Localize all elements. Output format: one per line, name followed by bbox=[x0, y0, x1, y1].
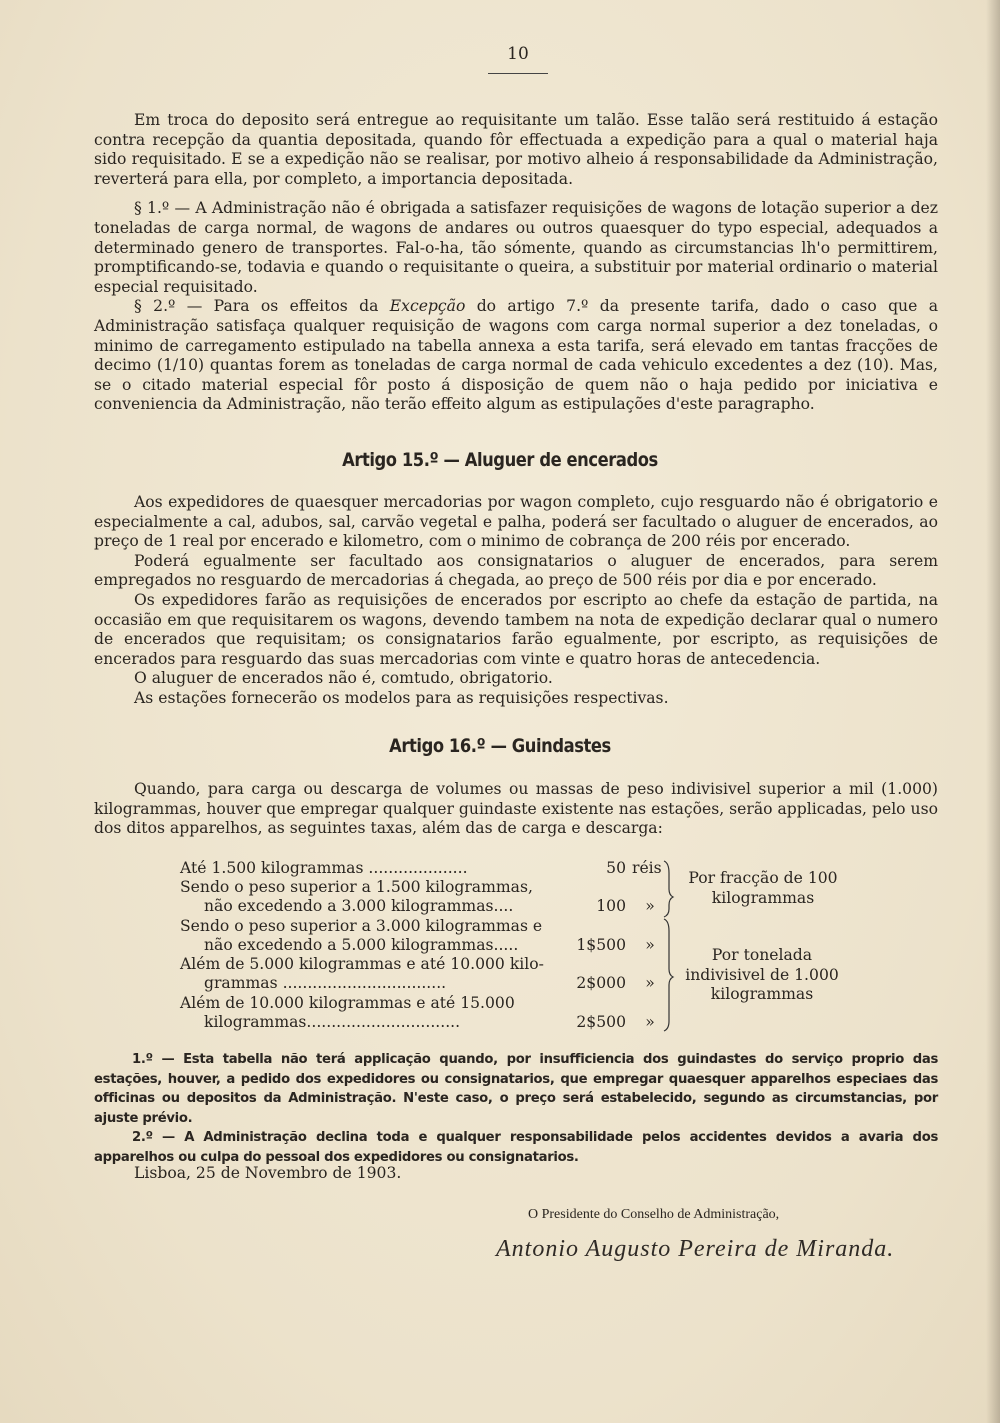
artigo-15-paragraph-2: Poderá egualmente ser facultado aos consignatarios o aluguer de encerados, para serem empregados no resguardo de mercadorias á chegada, ao preço de 500 réis por dia e por encerado. bbox=[94, 551, 938, 590]
table-row-4-label-a: Além de 5.000 kilogrammas e até 10.000 kilo- bbox=[180, 955, 544, 973]
table-row-5-label-a: Além de 10.000 kilogrammas e até 15.000 bbox=[180, 994, 515, 1012]
page-number-rule bbox=[488, 73, 548, 74]
brace-text-tonelada: Por tonelada indivisivel de 1.000 kilogrammas bbox=[685, 946, 839, 1004]
page-edge-shadow bbox=[986, 0, 1000, 1423]
table-row-1-unit: réis bbox=[632, 859, 662, 877]
artigo-15-section bbox=[94, 493, 938, 709]
table-row-3-value: 1$500 bbox=[576, 936, 626, 954]
table-row-2-label-a: Sendo o peso superior a 1.500 kilogrammas, bbox=[180, 878, 533, 896]
table-row-3-label-b: não excedendo a 5.000 kilogrammas..... bbox=[204, 936, 519, 954]
artigo-15-paragraph-5: As estações fornecerão os modelos para as requisições respectivas. bbox=[134, 688, 669, 707]
note-1: 1.º — Esta tabella não terá applicação quando, por insufficiencia dos guindastes do serviço proprio das estações, houver, a pedido dos expedidores ou consignatarios, que empregar quaesquer apparelhos especiaes das officinas ou depositos da Administração. N'este caso, o preço será estabelecido, segundo as circumstancias, por ajuste prévio. bbox=[94, 1052, 938, 1126]
paragraph-section-2 bbox=[94, 297, 938, 415]
intro-section bbox=[94, 111, 938, 415]
artigo-16-section bbox=[94, 780, 938, 839]
brace-text-fraction: Por fracção de 100 kilogrammas bbox=[688, 869, 838, 907]
table-row-4-value: 2$000 bbox=[576, 974, 626, 992]
artigo-15-heading: Artigo 15.º — Aluguer de encerados bbox=[342, 449, 658, 471]
table-row-1-value: 50 bbox=[606, 859, 626, 877]
table-row-4-unit: » bbox=[645, 974, 655, 992]
table-row-1-label: Até 1.500 kilogrammas .................... bbox=[180, 859, 468, 877]
table-row-3-label-a: Sendo o peso superior a 3.000 kilogrammas e bbox=[180, 917, 543, 935]
page-number: 10 bbox=[507, 44, 529, 64]
note-2: 2.º — A Administração declina toda e qualquer responsabilidade pelos accidentes devidos a avaria dos apparelhos ou culpa do pessoal dos expedidores ou consignatarios. bbox=[94, 1130, 938, 1165]
tariff-table bbox=[180, 859, 860, 1034]
brace-upper bbox=[664, 861, 673, 917]
intro-paragraph-1: Em troca do deposito será entregue ao requisitante um talão. Esse talão será restituido á estação contra recepção da quantia depositada, quando fôr effectuada a expedição para a qual o material haja sido requisitado. E se a expedição não se realisar, por motivo alheio á responsabilidade da Administração, reverterá para ella, por completo, a importancia depositada. bbox=[94, 111, 938, 188]
notes-section bbox=[94, 1050, 938, 1168]
artigo-16-paragraph: Quando, para carga ou descarga de volumes ou massas de peso indivisivel superior a mil (1.000) kilogrammas, houver que empregar qualquer guindaste existente nas estações, serão applicadas, pelo uso dos ditos apparelhos, as seguintes taxas, além das de carga e descarga: bbox=[94, 780, 938, 838]
date-line: Lisboa, 25 de Novembro de 1903. bbox=[134, 1164, 402, 1182]
table-row-5-unit: » bbox=[645, 1013, 655, 1031]
table-row-4-label-b: grammas ................................. bbox=[204, 974, 447, 992]
table-row-5-value: 2$500 bbox=[576, 1013, 626, 1031]
table-row-2-label-b: não excedendo a 3.000 kilogrammas.... bbox=[204, 897, 514, 915]
artigo-16-heading: Artigo 16.º — Guindastes bbox=[389, 735, 611, 757]
artigo-15-paragraph-4: O aluguer de encerados não é, comtudo, obrigatorio. bbox=[134, 669, 553, 688]
table-row-5-label-b: kilogrammas............................... bbox=[204, 1013, 461, 1031]
table-row-2-unit: » bbox=[645, 897, 655, 915]
section-2-text-a: § 2.º — Para os effeitos da bbox=[134, 297, 390, 316]
section-2-italic: Excepção bbox=[389, 297, 466, 316]
signature: Antonio Augusto Pereira de Miranda. bbox=[496, 1236, 895, 1262]
artigo-15-paragraph-3: Os expedidores farão as requisições de encerados por escripto ao chefe da estação de partida, na occasião em que requisitarem os wagons, devendo tambem na nota de expedição declarar qual o numero de encerados que requisitam; os consignatarios farão egualmente, por escripto, as requisições de encerados para resguardo das suas mercadorias com vinte e quatro horas de antecedencia. bbox=[94, 590, 938, 668]
paragraph-section-1: § 1.º — A Administração não é obrigada a satisfazer requisições de wagons de lotação superior a dez toneladas de carga normal, de wagons de andares ou outros quaesquer do typo especial, adequados a determinado genero de transportes. Fal-o-ha, tão sómente, quando as circumstancias lh'o permittirem, promptificando-se, todavia e quando o requisitante o queira, a substituir por material ordinario o material especial requisitado. bbox=[94, 199, 938, 296]
table-row-3-unit: » bbox=[645, 936, 655, 954]
artigo-15-paragraph-1: Aos expedidores de quaesquer mercadorias por wagon completo, cujo resguardo não é obrigatorio e especialmente a cal, adubos, sal, carvão vegetal e palha, poderá ser facultado o aluguer de encerados, ao preço de 1 real por encerado e kilometro, com o minimo de cobrança de 200 réis por encerado. bbox=[94, 493, 938, 551]
president-title: O Presidente do Conselho de Administração, bbox=[528, 1207, 780, 1222]
section-2-text-b: do artigo 7.º da presente tarifa, dado o caso que a Administração satisfaça qualquer requisição de wagons com carga normal superior a dez toneladas, o minimo de carregamento estipulado na tabella annexa a esta tarifa, será elevado em tantas fracções de decimo (1/10) quantas forem as toneladas de carga normal de cada vehiculo excedentes a dez (10). Mas, se o citado material especial fôr posto á disposição de quem não o haja pedido por iniciativa e conveniencia da Administração, não terão effeito algum as estipulações d'este paragrapho. bbox=[94, 297, 938, 414]
table-row-2-value: 100 bbox=[596, 897, 626, 915]
